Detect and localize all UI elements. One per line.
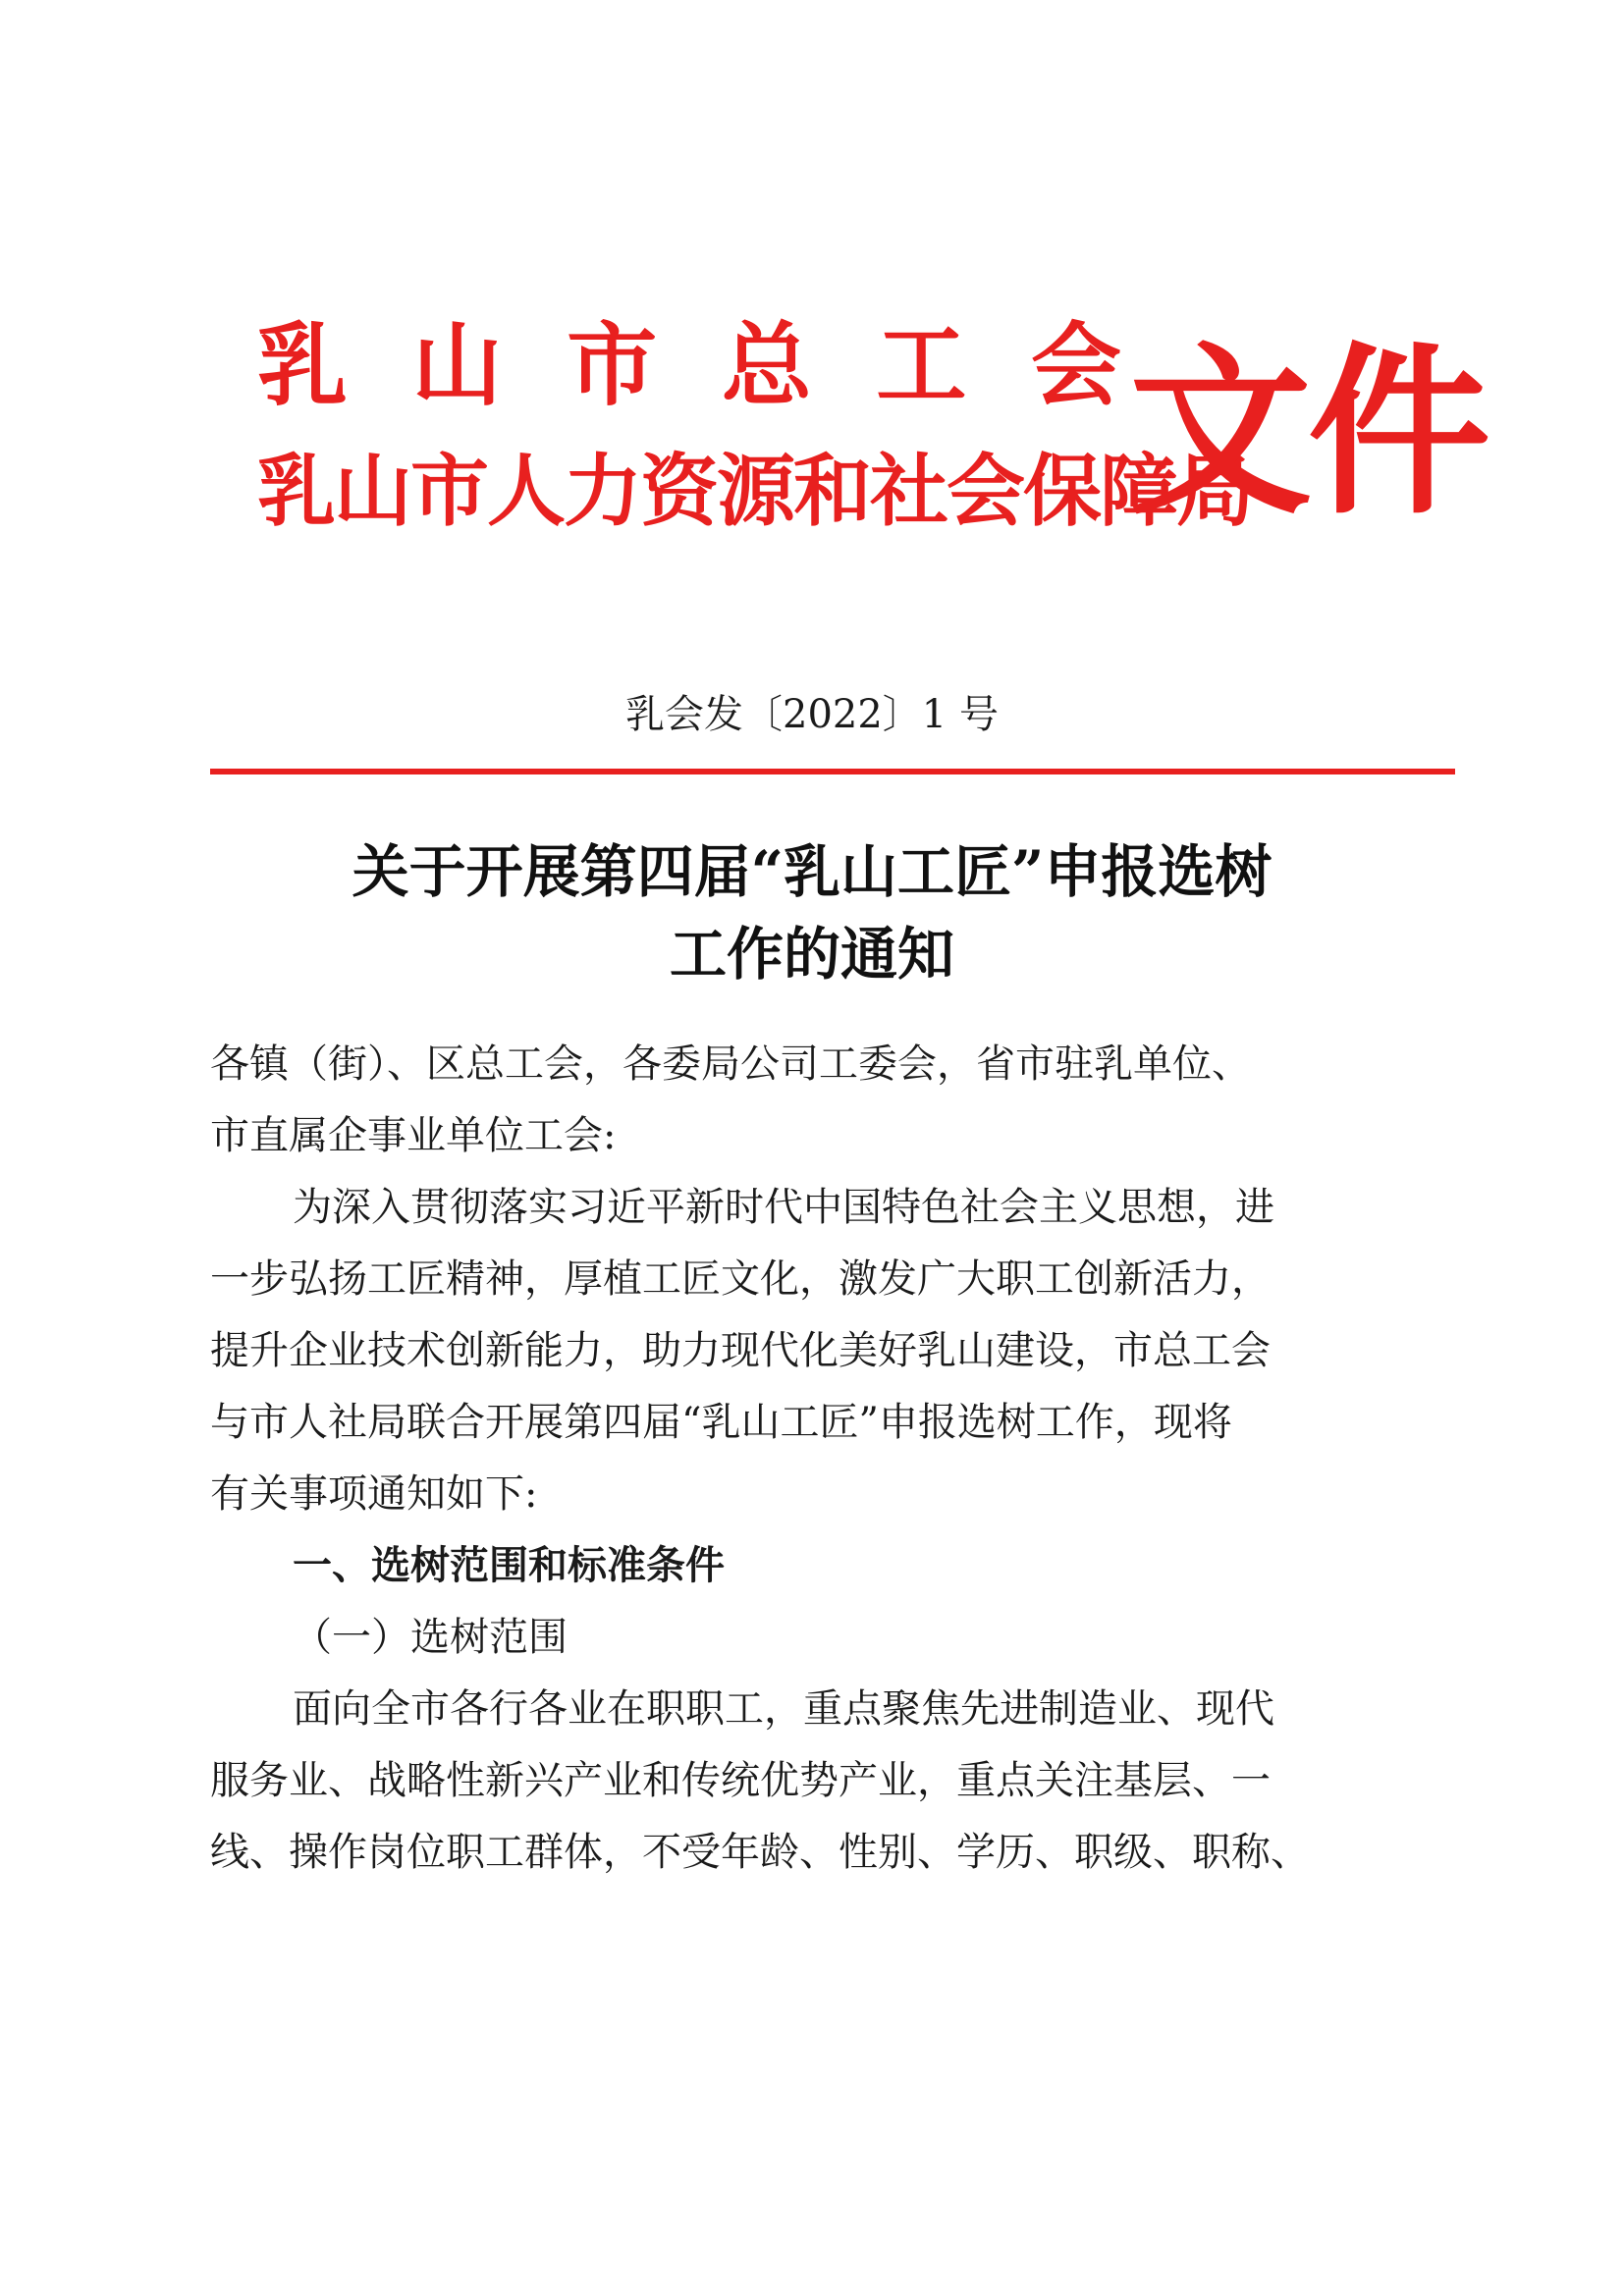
letterhead [257, 306, 1488, 561]
issuer-char: 市 [567, 312, 658, 418]
document-number: 乳会发〔2022〕1 号 [625, 692, 999, 737]
body-line: 面向全市各行各业在职职工，重点聚焦先进制造业、现代 [293, 1686, 1274, 1732]
document-word: 文件 [1129, 324, 1488, 539]
issuer-char: 工 [876, 312, 967, 418]
red-separator-line [210, 769, 1455, 774]
paragraph-scope [210, 1674, 1408, 1889]
body-line: 一步弘扬工匠精神，厚植工匠文化，激发广大职工创新活力， [210, 1256, 1271, 1302]
issuer-trade-union [257, 306, 1121, 424]
body-line: 各镇（街）、区总工会，各委局公司工委会，省市驻乳单位、 [210, 1041, 1251, 1087]
subsection-heading: （一）选树范围 [293, 1615, 568, 1660]
document-body [210, 1029, 1408, 1889]
issuer-char: 乳 [257, 312, 349, 418]
paragraph-intro [210, 1172, 1408, 1530]
document-title [196, 830, 1428, 995]
body-line: 与市人社局联合开展第四届“乳山工匠”申报选树工作，现将 [210, 1400, 1232, 1445]
issuer-char: 总 [721, 312, 812, 418]
body-line: 服务业、战略性新兴产业和传统优势产业，重点关注基层、一 [210, 1758, 1271, 1803]
body-line: 有关事项通知如下: [210, 1471, 538, 1517]
body-line: 提升企业技术创新能力，助力现代化美好乳山建设，市总工会 [210, 1328, 1271, 1373]
title-line: 工作的通知 [669, 921, 954, 988]
title-line: 关于开展第四届“乳山工匠”申报选树 [352, 838, 1272, 905]
body-line: 线、操作岗位职工群体，不受年龄、性别、学历、职级、职称、 [210, 1830, 1310, 1875]
body-line: 市直属企事业单位工会: [210, 1113, 617, 1158]
issuer-hr-bureau: 乳山市人力资源和社会保障局 [257, 445, 1253, 537]
issuer-char: 山 [411, 312, 503, 418]
section-heading: 一、选树范围和标准条件 [293, 1543, 725, 1588]
issuer-char: 会 [1030, 312, 1121, 418]
salutation [210, 1029, 1408, 1172]
body-line: 为深入贯彻落实习近平新时代中国特色社会主义思想，进 [293, 1185, 1274, 1230]
